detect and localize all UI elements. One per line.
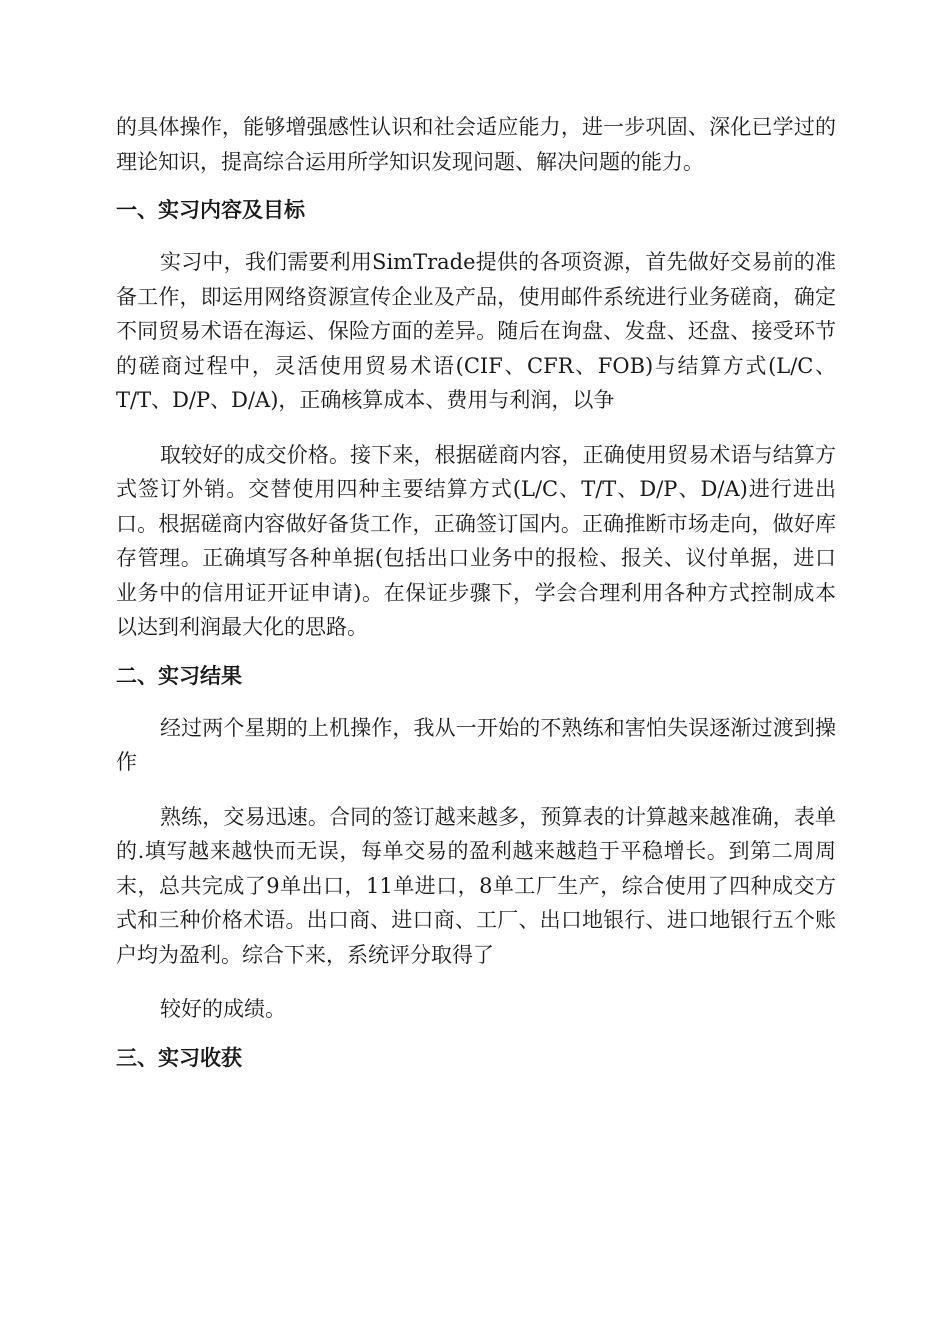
section-heading-gains: 三、实习收获 [116, 1045, 242, 1070]
paragraph-results-1: 经过两个星期的上机操作，我从一开始的不熟练和害怕失误逐渐过渡到操作 [116, 715, 836, 774]
document-page [116, 110, 836, 1073]
intro-paragraph: 的具体操作，能够增强感性认识和社会适应能力，进一步巩固、深化已学过的理论知识，提高综合运用所学知识发现问题、解决问题的能力。 [116, 115, 836, 174]
paragraph-content-1: 实习中，我们需要利用SimTrade提供的各项资源，首先做好交易前的准备工作，即运用网络资源宣传企业及产品，使用邮件系统进行业务磋商，确定不同贸易术语在海运、保险方面的差异。随后在询盘、发盘、还盘、接受环节的磋商过程中，灵活使用贸易术语(CIF、CFR、FOB)与结算方式(L/C、T/T、D/P、D/A)，正确核算成本、费用与利润，以争 [116, 250, 836, 412]
section-heading-content-goals: 一、实习内容及目标 [116, 198, 305, 222]
paragraph-results-3: 较好的成绩。 [160, 997, 286, 1021]
paragraph-content-2: 取较好的成交价格。接下来，根据磋商内容，正确使用贸易术语与结算方式签订外销。交替使用四种主要结算方式(L/C、T/T、D/P、D/A)进行进出口。根据磋商内容做好备货工作，正确签订国内。正确推断市场走向，做好库存管理。正确填写各种单据(包括出口业务中的报检、报关、议付单据，进口业务中的信用证开证申请)。在保证步骤下，学会合理利用各种方式控制成本以达到利润最大化的思路。 [116, 442, 836, 639]
paragraph-results-2: 熟练，交易迅速。合同的签订越来越多，预算表的计算越来越准确，表单的.填写越来越快而无误，每单交易的盈利越来越趋于平稳增长。到第二周周末，总共完成了9单出口，11单进口，8单工厂生产，综合使用了四种成交方式和三种价格术语。出口商、进口商、工厂、出口地银行、进口地银行五个账户均为盈利。综合下来，系统评分取得了 [116, 804, 836, 967]
section-heading-results: 二、实习结果 [116, 663, 242, 688]
